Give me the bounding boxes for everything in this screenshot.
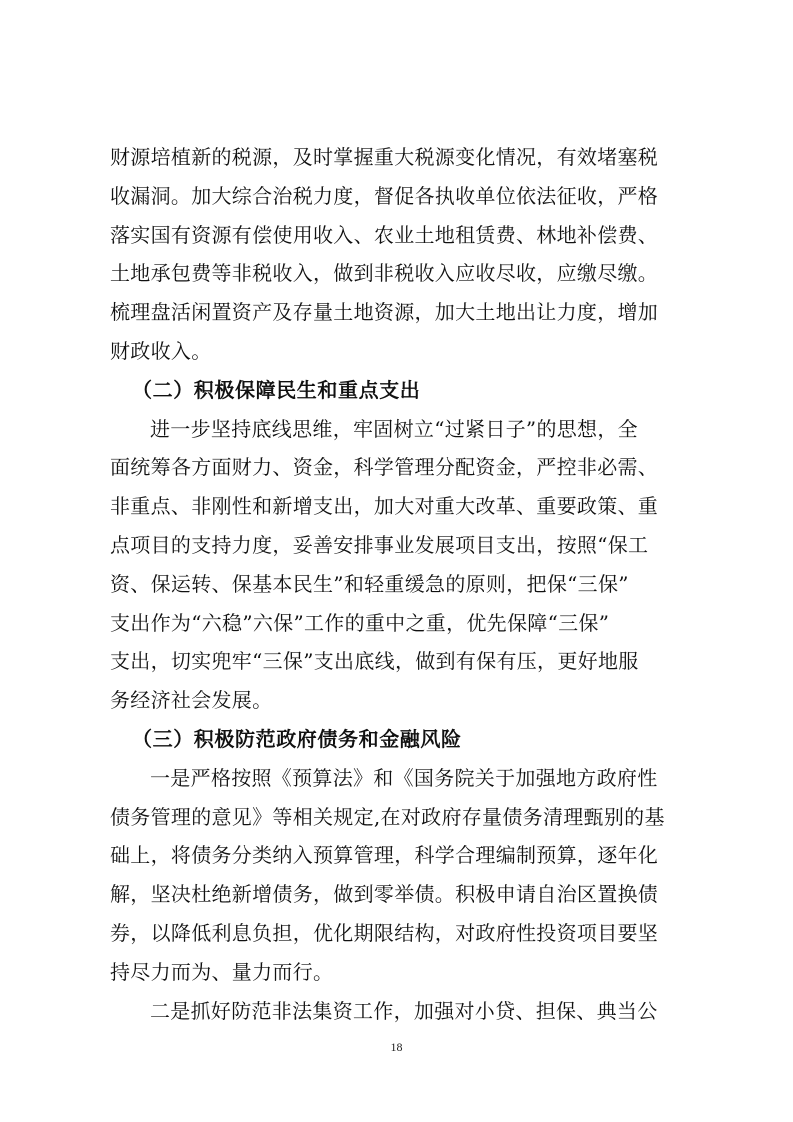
paragraph-line: 一是严格按照《预算法》和《国务院关于加强地方政府性: [150, 765, 658, 790]
paragraph-line: 点项目的支持力度，妥善安排事业发展项目支出，按照“保工: [110, 532, 649, 557]
paragraph-line: 梳理盘活闲置资产及存量土地资源，加大土地出让力度，增加: [110, 300, 659, 325]
paragraph-line: 务经济社会发展。: [110, 688, 273, 713]
document-body: [110, 138, 690, 1030]
paragraph-line: 支出，切实兜牢“三保”支出底线，做到有保有压，更好地服: [110, 649, 639, 674]
paragraph-line: 券，以降低利息负担，优化期限结构，对政府性投资项目要坚: [110, 920, 659, 945]
paragraph-line: 土地承包费等非税收入，做到非税收入应收尽收，应缴尽缴。: [110, 261, 659, 286]
paragraph-line: 二是抓好防范非法集资工作，加强对小贷、担保、典当公: [150, 998, 658, 1023]
paragraph-line: 财政收入。: [110, 338, 212, 363]
page-number: 18: [390, 1040, 403, 1054]
paragraph-line: 进一步坚持底线思维，牢固树立“过紧日子”的思想，全: [150, 416, 638, 441]
paragraph-line: 债务管理的意见》等相关规定,在对政府存量债务清理甄别的基: [110, 804, 665, 829]
paragraph-line: 收漏洞。加大综合治税力度，督促各执收单位依法征收，严格: [110, 183, 659, 208]
paragraph-line: 非重点、非刚性和新增支出，加大对重大改革、重要政策、重: [110, 494, 659, 519]
paragraph-line: 落实国有资源有偿使用收入、农业土地租赁费、林地补偿费、: [110, 222, 659, 247]
paragraph-line: 资、保运转、保基本民生”和轻重缓急的原则，把保“三保”: [110, 571, 629, 596]
paragraph-line: 支出作为“六稳”六保”工作的重中之重，优先保障“三保”: [110, 610, 610, 635]
paragraph-line: 面统筹各方面财力、资金，科学管理分配资金，严控非必需、: [110, 455, 659, 480]
paragraph-line: 解，坚决杜绝新增债务，做到零举债。积极申请自治区置换债: [110, 882, 659, 907]
paragraph-line: 础上，将债务分类纳入预算管理，科学合理编制预算，逐年化: [110, 843, 659, 868]
section-heading-3: （三）积极防范政府债务和金融风险: [132, 726, 462, 751]
paragraph-line: 财源培植新的税源，及时掌握重大税源变化情况，有效堵塞税: [110, 145, 659, 169]
section-heading-2: （二）积极保障民生和重点支出: [132, 377, 421, 402]
paragraph-line: 持尽力而为、量力而行。: [110, 959, 334, 984]
